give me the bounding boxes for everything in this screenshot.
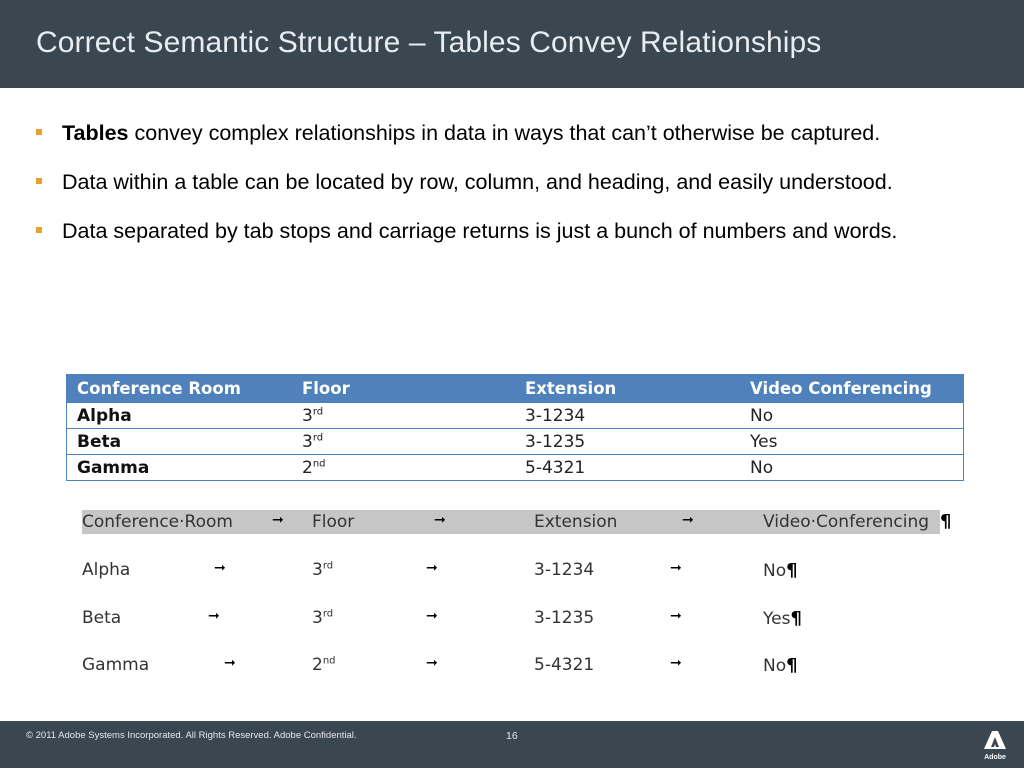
- pilcrow-icon: ¶: [940, 511, 952, 532]
- bullet-item: [36, 118, 986, 148]
- bullet-item: [36, 167, 986, 197]
- tab-arrow-icon: ➞: [426, 655, 438, 671]
- slide-footer: [0, 721, 1024, 768]
- logo-text: Adobe: [984, 754, 1006, 761]
- plain-room-cell: Beta: [82, 608, 122, 628]
- bullet-item: [36, 216, 986, 246]
- bullet-marker-icon: [36, 227, 42, 233]
- table-header-cell: Extension: [515, 375, 740, 403]
- tab-arrow-icon: ➞: [272, 512, 284, 528]
- plain-extension-cell: 5-4321: [534, 655, 595, 675]
- plain-video-cell: Yes¶: [763, 608, 802, 629]
- video-cell: Yes: [740, 429, 964, 455]
- pilcrow-icon: ¶: [786, 655, 798, 676]
- video-cell: No: [740, 403, 964, 429]
- plain-header-row: [82, 510, 952, 534]
- plain-header-cell: Video·Conferencing: [763, 512, 930, 532]
- plain-floor-cell: 3rd: [312, 560, 334, 580]
- floor-cell: 3rd: [292, 403, 515, 429]
- plain-floor-cell: 2nd: [312, 655, 336, 675]
- tab-arrow-icon: ➞: [214, 560, 226, 576]
- plain-row: [82, 606, 952, 630]
- bullet-marker-icon: [36, 178, 42, 184]
- tab-arrow-icon: ➞: [224, 655, 236, 671]
- plain-header-cell: Conference·Room: [82, 512, 233, 532]
- plain-header-cell: Floor: [312, 512, 355, 532]
- plain-video-cell: No¶: [763, 560, 798, 581]
- bullet-list: [36, 118, 986, 265]
- plain-room-cell: Gamma: [82, 655, 150, 675]
- pilcrow-icon: ¶: [786, 560, 798, 581]
- room-cell: Gamma: [67, 455, 293, 481]
- adobe-logo-icon: [980, 727, 1010, 762]
- extension-cell: 3-1235: [515, 429, 740, 455]
- room-cell: Alpha: [67, 403, 293, 429]
- slide-title: Correct Semantic Structure – Tables Convey Relationships: [36, 26, 822, 59]
- bullet-text: Data within a table can be located by row, column, and heading, and easily understood.: [62, 170, 893, 194]
- plain-extension-cell: 3-1234: [534, 560, 595, 580]
- floor-cell: 3rd: [292, 429, 515, 455]
- tab-arrow-icon: ➞: [682, 512, 694, 528]
- tab-arrow-icon: ➞: [434, 512, 446, 528]
- bullet-text: Data separated by tab stops and carriage returns is just a bunch of numbers and words.: [62, 219, 898, 243]
- plain-header-cell: Extension: [534, 512, 618, 532]
- tab-arrow-icon: ➞: [670, 655, 682, 671]
- plain-row: [82, 558, 952, 582]
- tab-arrow-icon: ➞: [426, 608, 438, 624]
- conference-room-table: [66, 374, 964, 481]
- bullet-marker-icon: [36, 129, 42, 135]
- plain-video-cell: No¶: [763, 655, 798, 676]
- extension-cell: 3-1234: [515, 403, 740, 429]
- plain-extension-cell: 3-1235: [534, 608, 595, 628]
- room-cell: Beta: [67, 429, 293, 455]
- tab-arrow-icon: ➞: [670, 608, 682, 624]
- slide-header: [0, 0, 1024, 88]
- tab-arrow-icon: ➞: [426, 560, 438, 576]
- page-number: 16: [506, 730, 518, 742]
- table-header-cell: Conference Room: [67, 375, 293, 403]
- plain-floor-cell: 3rd: [312, 608, 334, 628]
- bullet-text: convey complex relationships in data in ways that can’t otherwise be captured.: [128, 121, 881, 145]
- table-row: [67, 429, 964, 455]
- video-cell: No: [740, 455, 964, 481]
- extension-cell: 5-4321: [515, 455, 740, 481]
- floor-cell: 2nd: [292, 455, 515, 481]
- table-row: [67, 455, 964, 481]
- tab-arrow-icon: ➞: [208, 608, 220, 624]
- table-header-row: [67, 375, 964, 403]
- table-header-cell: Floor: [292, 375, 515, 403]
- copyright-text: © 2011 Adobe Systems Incorporated. All Rights Reserved. Adobe Confidential.: [26, 730, 357, 741]
- plain-row: [82, 653, 952, 677]
- pilcrow-icon: ¶: [790, 608, 802, 629]
- table-header-cell: Video Conferencing: [740, 375, 964, 403]
- bullet-bold-text: Tables: [62, 121, 129, 145]
- table-row: [67, 403, 964, 429]
- tab-arrow-icon: ➞: [670, 560, 682, 576]
- plain-room-cell: Alpha: [82, 560, 131, 580]
